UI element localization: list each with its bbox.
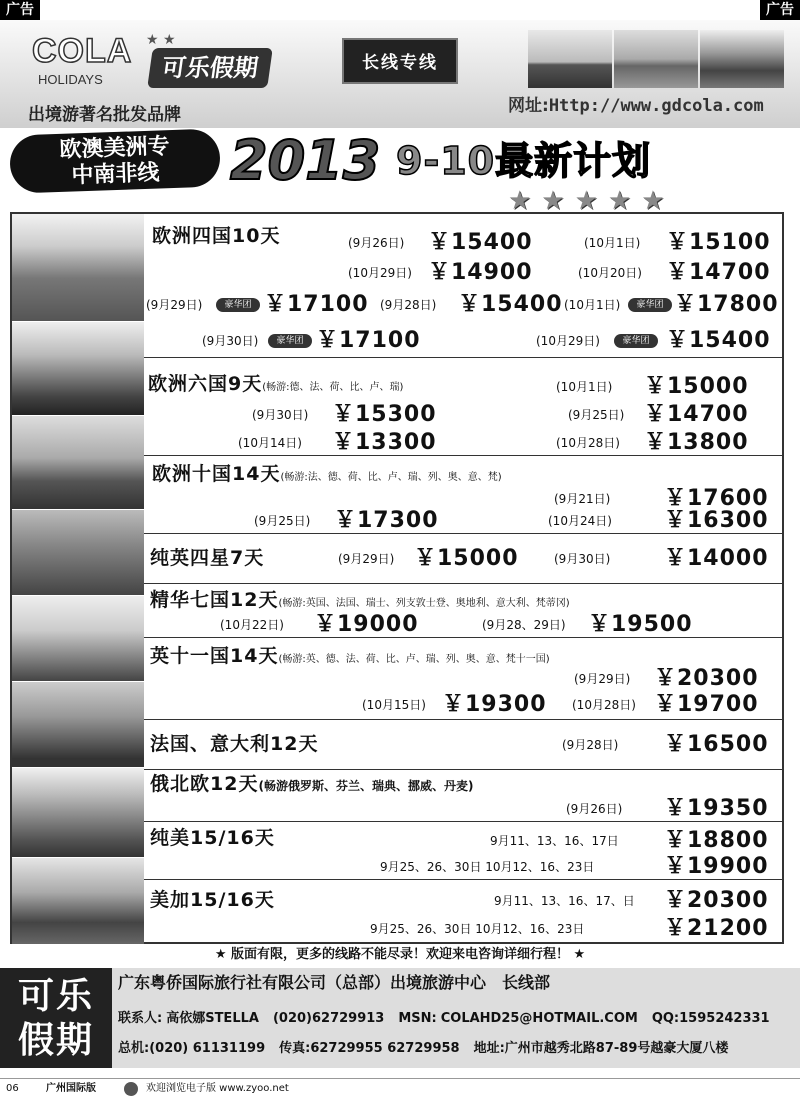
departure-date: (10月29日) [348, 266, 412, 280]
route-name: 纯美15/16天 [150, 827, 275, 849]
price: ￥15400 [458, 292, 563, 317]
company-name: 广东粤侨国际旅行社有限公司（总部）出境旅游中心 长线部 [118, 973, 551, 992]
price: ￥20300 [664, 888, 769, 913]
region-tag-line1: 欧澳美洲专 [59, 134, 170, 163]
route-name: 英十一国14天(畅游:英、德、法、荷、比、卢、瑞、列、奥、意、梵十一国) [150, 645, 550, 667]
company-brand-logo [0, 968, 112, 1068]
route-row-usa [144, 822, 784, 880]
departure-date: 9月11、13、16、17、日 [494, 894, 635, 908]
price: ￥14700 [666, 260, 771, 285]
brand-slogan: 出境游著名批发品牌 [28, 105, 181, 125]
landmark-photo-strip [528, 30, 784, 88]
price: ￥19300 [442, 692, 547, 717]
promo-text: 欢迎浏览电子版 www.zyoo.net [146, 1083, 289, 1094]
departure-date: (10月28日) [572, 698, 636, 712]
departure-date: (10月22日) [220, 618, 284, 632]
route-badge: 长线专线 [342, 38, 458, 84]
contact-name: 高依娜STELLA [166, 1011, 259, 1026]
route-note: (畅游:法、德、荷、比、卢、瑞、列、奥、意、梵) [280, 472, 502, 483]
route-name: 法国、意大利12天 [150, 733, 319, 755]
publisher-logo-icon [124, 1082, 138, 1096]
price: ￥13300 [332, 430, 437, 455]
route-note: (畅游:英、德、法、荷、比、卢、瑞、列、奥、意、梵十一国) [278, 654, 550, 665]
palace-photo [614, 30, 698, 88]
price: ￥14900 [428, 260, 533, 285]
departure-date: (10月24日) [548, 514, 612, 528]
castle-photo [12, 322, 144, 416]
price: ￥19350 [664, 796, 769, 821]
price: ￥20300 [654, 666, 759, 691]
route-row-russia-nordic [144, 770, 784, 822]
msn[interactable]: COLAHD25@HOTMAIL.COM [440, 1011, 638, 1026]
luxury-badge: 豪华团 [628, 298, 672, 312]
company-brand-line1: 可乐 [17, 975, 94, 1017]
cathedral-photo [12, 416, 144, 510]
route-note: (畅游:英国、法国、瑞士、列支敦士登、奥地利、意大利、梵蒂冈) [278, 598, 570, 609]
price: ￥15000 [644, 374, 749, 399]
ad-tag-right: 广告 [760, 0, 800, 20]
route-row-europe-4 [144, 214, 784, 358]
route-name: 精华七国12天(畅游:英国、法国、瑞士、列支敦士登、奥地利、意大利、梵蒂冈) [150, 589, 570, 611]
departure-date: (10月29日) [536, 334, 600, 348]
route-name: 欧洲四国10天 [152, 225, 281, 247]
price: ￥17100 [316, 328, 421, 353]
address-line [118, 1038, 742, 1060]
departure-date: (9月25日) [254, 514, 311, 528]
price: ￥15300 [332, 402, 437, 427]
departure-date: 9月25、26、30日 10月12、16、23日 [370, 922, 585, 936]
page-number: 06 [6, 1083, 19, 1094]
header-banner [0, 20, 800, 128]
footnote: ★ 版面有限，更多的线路不能尽录！欢迎来电咨询详细行程！ ★ [214, 947, 586, 962]
price: ￥14000 [664, 546, 769, 571]
decorative-stars-icon: ★★★★★ [508, 186, 675, 216]
qq[interactable]: 1595242331 [679, 1011, 770, 1026]
route-name: 欧洲六国9天(畅游:德、法、荷、比、卢、瑞) [148, 373, 404, 395]
fax: 62729955 62729958 [310, 1041, 460, 1056]
departure-date: (9月30日) [252, 408, 309, 422]
edition-name: 广州国际版 [46, 1083, 96, 1094]
logo-text: COLA [32, 32, 133, 70]
route-note: (畅游:德、法、荷、比、卢、瑞) [262, 382, 404, 393]
phone[interactable]: (020)62729913 [272, 1011, 385, 1026]
switchboard-label: 总机: [118, 1041, 150, 1056]
mount-rushmore-photo [12, 510, 144, 596]
departure-date: (9月28、29日) [482, 618, 566, 632]
fax-label: 传真: [279, 1041, 311, 1056]
departure-date: (9月29日) [338, 552, 395, 566]
departure-date: (10月14日) [238, 436, 302, 450]
logo-chinese-name: 可乐假期 [147, 48, 273, 88]
contact-line [118, 1008, 784, 1030]
route-row-seven-countries [144, 584, 784, 638]
address: 广州市越秀北路87-89号越豪大厦八楼 [504, 1041, 729, 1056]
switchboard[interactable]: (020) 61131199 [149, 1041, 266, 1056]
price: ￥19000 [314, 612, 419, 637]
plan-title: 9-10最新计划 [396, 139, 652, 183]
departure-date: (9月29日) [574, 672, 631, 686]
route-note: (畅游俄罗斯、芬兰、瑞典、挪威、丹麦) [258, 779, 474, 793]
route-name: 欧洲十国14天(畅游:法、德、荷、比、卢、瑞、列、奥、意、梵) [152, 463, 502, 485]
year-title: 2013 [230, 129, 381, 192]
price: ￥19500 [588, 612, 693, 637]
contact-label: 联系人: [118, 1011, 163, 1026]
route-name: 美加15/16天 [150, 889, 275, 911]
route-row-uk-4star [144, 534, 784, 584]
departure-date: (9月29日) [146, 298, 203, 312]
departure-date: (9月26日) [566, 802, 623, 816]
price: ￥16500 [664, 732, 769, 757]
price: ￥17800 [674, 292, 779, 317]
departure-date: 9月25、26、30日 10月12、16、23日 [380, 860, 595, 874]
price: ￥15400 [428, 230, 533, 255]
route-row-usa-canada [144, 880, 784, 944]
us-capitol-photo [12, 596, 144, 682]
website [508, 94, 764, 118]
price: ￥13800 [644, 430, 749, 455]
title-row [0, 128, 800, 216]
region-tag [9, 128, 221, 193]
website-url[interactable]: Http://www.gdcola.com [548, 96, 764, 116]
logo-stars-icon: ★ ★ [146, 32, 176, 48]
departure-date: (9月30日) [202, 334, 259, 348]
company-brand-line2: 假期 [17, 1019, 94, 1061]
departure-date: (9月25日) [568, 408, 625, 422]
luxury-badge: 豪华团 [614, 334, 658, 348]
departure-date: (9月28日) [562, 738, 619, 752]
price: ￥19900 [664, 854, 769, 879]
route-row-uk-eleven-countries [144, 638, 784, 720]
price: ￥16300 [664, 508, 769, 533]
departure-date: (9月21日) [554, 492, 611, 506]
departure-date: (10月1日) [556, 380, 613, 394]
price: ￥19700 [654, 692, 759, 717]
website-label: 网址: [508, 96, 549, 116]
gondola-photo [12, 682, 144, 768]
departure-date: (9月28日) [380, 298, 437, 312]
departure-date: (10月15日) [362, 698, 426, 712]
company-info [0, 968, 800, 1068]
departure-date: (10月20日) [578, 266, 642, 280]
departure-date: (10月1日) [584, 236, 641, 250]
price: ￥17100 [264, 292, 369, 317]
route-name: 纯英四星7天 [150, 547, 265, 569]
luxury-badge: 豪华团 [216, 298, 260, 312]
route-name: 俄北欧12天(畅游俄罗斯、芬兰、瑞典、挪威、丹麦) [150, 773, 474, 795]
msn-label: MSN: [398, 1011, 437, 1026]
price: ￥15100 [666, 230, 771, 255]
departure-date: (10月28日) [556, 436, 620, 450]
qq-label: QQ: [651, 1011, 680, 1026]
logo-holidays: HOLIDAYS [38, 72, 103, 87]
departure-date: (9月30日) [554, 552, 611, 566]
price: ￥14700 [644, 402, 749, 427]
departure-date: 9月11、13、16、17日 [490, 834, 619, 848]
vatican-photo [12, 768, 144, 858]
departure-date: (10月1日) [564, 298, 621, 312]
price: ￥21200 [664, 916, 769, 941]
address-label: 地址: [473, 1041, 505, 1056]
colosseum-photo [12, 214, 144, 322]
price: ￥17300 [334, 508, 439, 533]
route-row-france-italy [144, 720, 784, 770]
price: ￥15000 [414, 546, 519, 571]
cola-holidays-logo [28, 32, 288, 102]
route-price-table [10, 212, 784, 944]
chateau-photo [12, 858, 144, 944]
page-footer [0, 1078, 800, 1098]
region-tag-line2: 中南非线 [71, 160, 160, 189]
route-row-europe-10 [144, 456, 784, 534]
price: ￥15400 [666, 328, 771, 353]
route-row-europe-6 [144, 358, 784, 456]
ad-tag-left: 广告 [0, 0, 40, 20]
price: ￥18800 [664, 828, 769, 853]
capitol-photo [528, 30, 612, 88]
departure-date: (9月26日) [348, 236, 405, 250]
tower-bridge-photo [700, 30, 784, 88]
luxury-badge: 豪华团 [268, 334, 312, 348]
price: ￥17600 [664, 486, 769, 511]
